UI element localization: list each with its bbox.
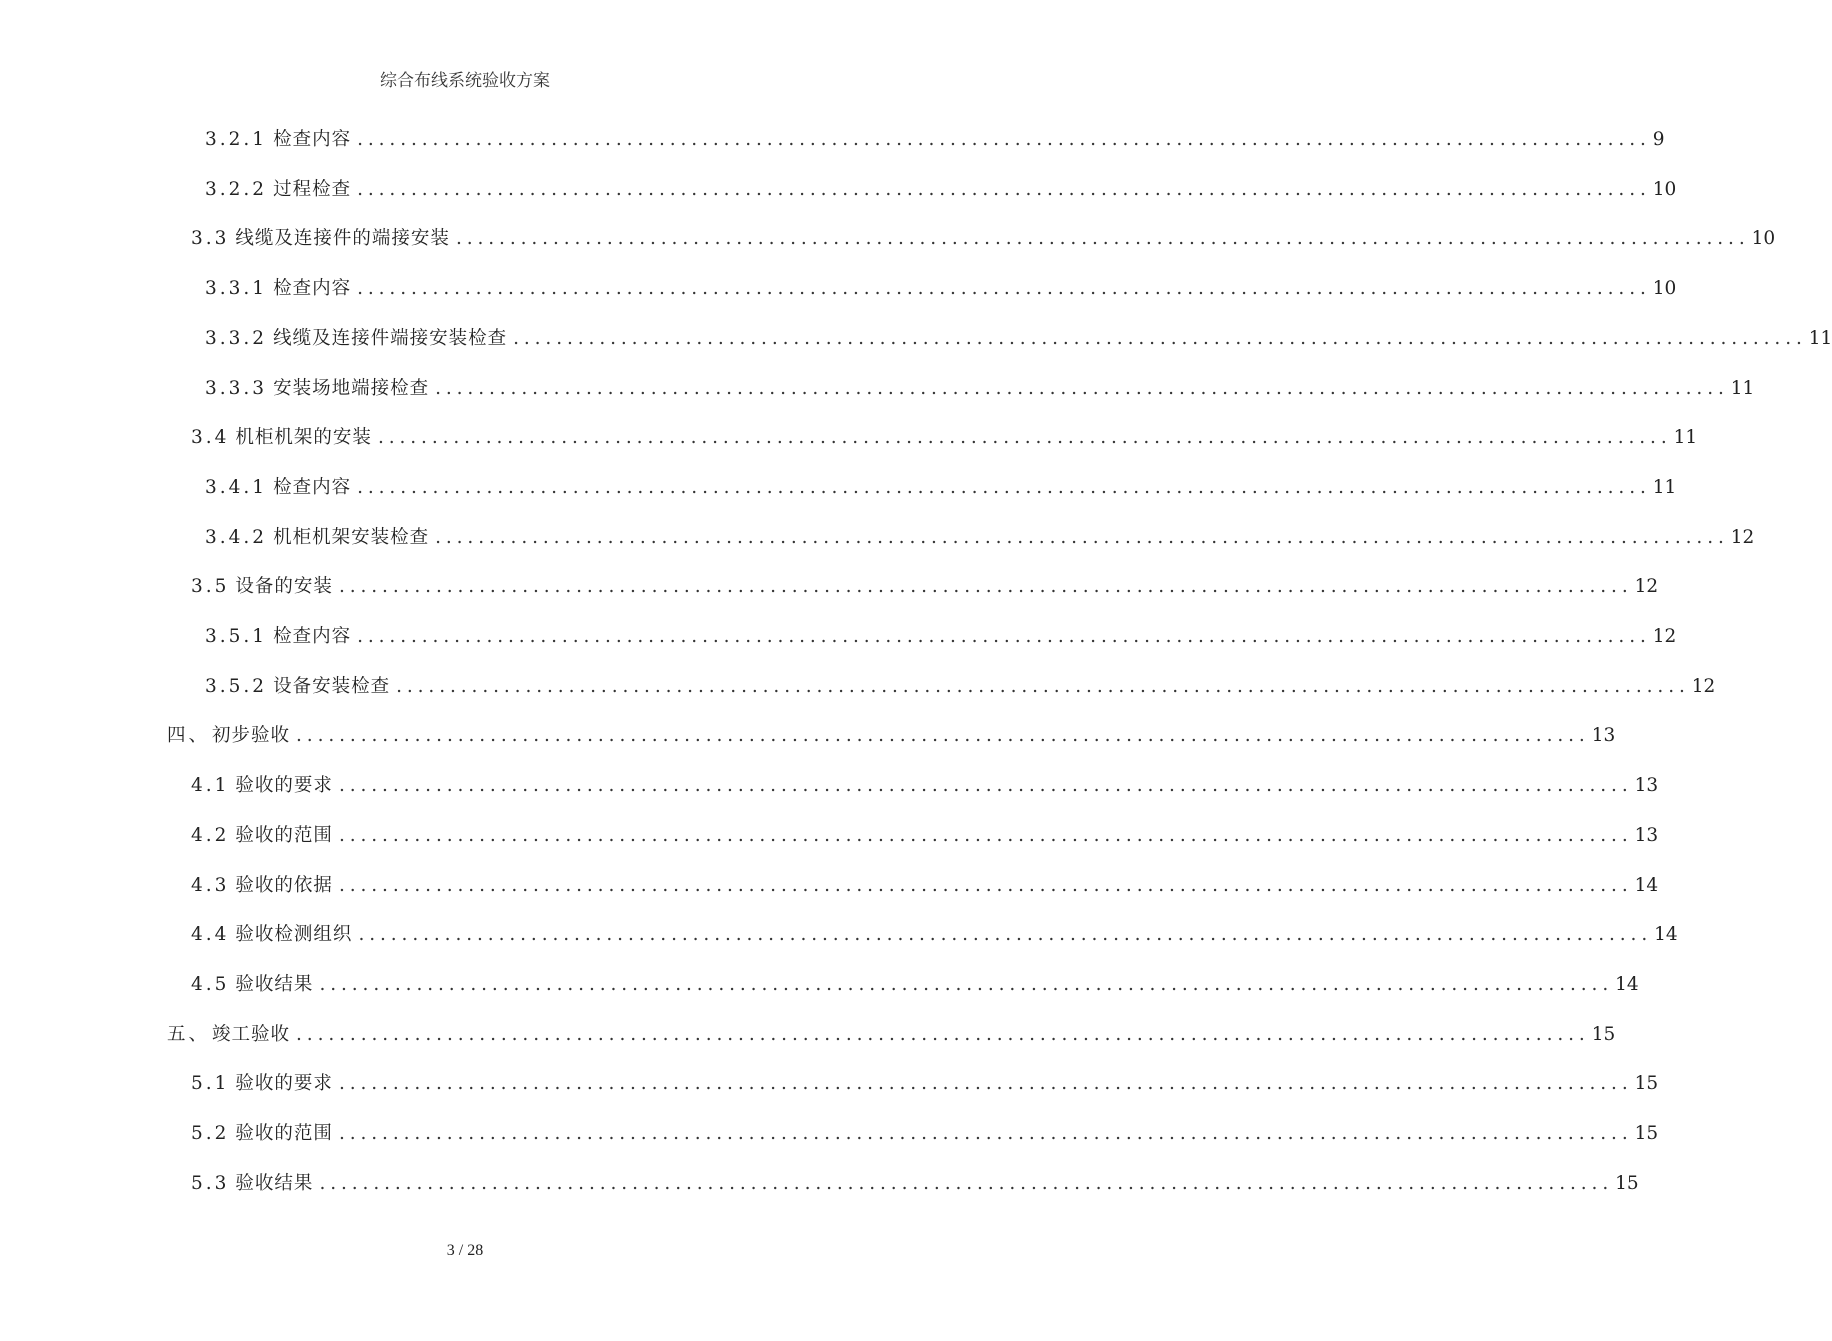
toc-entry-number: 五、 bbox=[167, 1024, 211, 1045]
toc-entry-label bbox=[205, 674, 390, 700]
toc-entry-number: 3.4.1 bbox=[205, 477, 268, 498]
toc-leader-dots: ........................................................................................................................ bbox=[319, 974, 1614, 995]
toc-entry-page-number: 12 bbox=[1691, 676, 1716, 697]
toc-entry[interactable] bbox=[191, 972, 1639, 998]
toc-entry-title: 检查内容 bbox=[273, 278, 352, 299]
toc-entry-label bbox=[205, 276, 351, 302]
toc-entry-page-number: 13 bbox=[1591, 725, 1616, 746]
toc-entry-title: 设备安装检查 bbox=[273, 676, 391, 697]
toc-entry-page-number: 9 bbox=[1652, 129, 1665, 150]
toc-entry-number: 3.4 bbox=[191, 427, 230, 448]
toc-entry-page-number: 11 bbox=[1730, 378, 1755, 399]
toc-entry-label bbox=[191, 873, 333, 899]
toc-leader-dots: ........................................................................................................................ bbox=[338, 1123, 1633, 1144]
toc-entry-page-number: 12 bbox=[1730, 527, 1755, 548]
toc-entry[interactable] bbox=[205, 127, 1665, 153]
toc-entry-number: 4.5 bbox=[191, 974, 230, 995]
toc-entry-label bbox=[205, 475, 351, 501]
toc-leader-dots: ........................................................................................................................ bbox=[357, 179, 1651, 200]
toc-entry-label bbox=[191, 1121, 333, 1147]
toc-entry-page-number: 14 bbox=[1615, 974, 1639, 995]
toc-entry-number: 四、 bbox=[167, 725, 211, 746]
toc-entry[interactable] bbox=[167, 723, 1616, 749]
toc-entry-label bbox=[191, 922, 352, 948]
toc-entry-page-number: 12 bbox=[1652, 626, 1677, 647]
toc-entry-page-number: 12 bbox=[1634, 576, 1659, 597]
toc-entry-page-number: 13 bbox=[1634, 825, 1659, 846]
toc-entry-number: 3.3 bbox=[191, 228, 230, 249]
page-number: 3 / 28 bbox=[446, 1242, 484, 1259]
toc-entry-page-number: 15 bbox=[1591, 1024, 1616, 1045]
toc-entry[interactable] bbox=[191, 1071, 1659, 1097]
toc-entry-number: 3.4.2 bbox=[205, 527, 268, 548]
toc-entry[interactable] bbox=[205, 525, 1755, 551]
toc-leader-dots: ........................................................................................................................ bbox=[435, 527, 1729, 548]
toc-leader-dots: ........................................................................................................................ bbox=[338, 775, 1633, 796]
toc-leader-dots: ........................................................................................................................ bbox=[357, 477, 1651, 498]
toc-entry-page-number: 13 bbox=[1634, 775, 1659, 796]
toc-entry-page-number: 11 bbox=[1808, 328, 1832, 349]
toc-entry-page-number: 15 bbox=[1615, 1173, 1639, 1194]
toc-entry-label bbox=[191, 823, 333, 849]
toc-entry[interactable] bbox=[205, 674, 1716, 700]
toc-entry[interactable] bbox=[205, 177, 1677, 203]
toc-entry-label bbox=[205, 326, 507, 352]
toc-leader-dots: ........................................................................................................................ bbox=[338, 1073, 1633, 1094]
toc-leader-dots: ........................................................................................................................ bbox=[357, 278, 1651, 299]
toc-entry-title: 初步验收 bbox=[212, 725, 291, 746]
toc-entry-label bbox=[205, 127, 351, 153]
toc-entry[interactable] bbox=[191, 1121, 1659, 1147]
toc-entry-title: 验收检测组织 bbox=[235, 924, 353, 945]
toc-entry-title: 验收结果 bbox=[235, 1173, 314, 1194]
toc-entry[interactable] bbox=[191, 873, 1659, 899]
toc-entry-title: 验收的范围 bbox=[235, 825, 333, 846]
toc-leader-dots: ........................................................................................................................ bbox=[338, 875, 1633, 896]
toc-entry-title: 机柜机架安装检查 bbox=[273, 527, 430, 548]
toc-entry-page-number: 14 bbox=[1634, 875, 1659, 896]
toc-entry-label bbox=[205, 525, 429, 551]
toc-entry-number: 3.3.2 bbox=[205, 328, 268, 349]
toc-leader-dots: ........................................................................................................................ bbox=[338, 825, 1633, 846]
toc-entry-page-number: 15 bbox=[1634, 1073, 1659, 1094]
toc-entry-number: 5.2 bbox=[191, 1123, 230, 1144]
toc-entry-number: 4.2 bbox=[191, 825, 230, 846]
toc-entry-number: 5.1 bbox=[191, 1073, 230, 1094]
toc-entry-label bbox=[191, 574, 333, 600]
toc-entry-title: 线缆及连接件端接安装检查 bbox=[273, 328, 508, 349]
toc-entry[interactable] bbox=[191, 922, 1678, 948]
toc-leader-dots: ........................................................................................................................ bbox=[377, 427, 1672, 448]
toc-entry-label bbox=[191, 226, 450, 252]
toc-entry[interactable] bbox=[191, 425, 1698, 451]
toc-entry-number: 5.3 bbox=[191, 1173, 230, 1194]
page-header-title: 综合布线系统验收方案 bbox=[380, 71, 550, 91]
toc-entry-title: 检查内容 bbox=[273, 477, 352, 498]
toc-entry-title: 安装场地端接检查 bbox=[273, 378, 430, 399]
toc-entry[interactable] bbox=[191, 773, 1659, 799]
toc-leader-dots: ........................................................................................................................ bbox=[338, 576, 1633, 597]
toc-entry[interactable] bbox=[191, 1171, 1639, 1197]
toc-leader-dots: ........................................................................................................................ bbox=[357, 626, 1651, 647]
toc-entry[interactable] bbox=[205, 475, 1677, 501]
toc-entry-page-number: 11 bbox=[1673, 427, 1698, 448]
toc-entry-label bbox=[205, 624, 351, 650]
toc-entry-label bbox=[191, 1071, 333, 1097]
toc-leader-dots: ........................................................................................................................ bbox=[296, 725, 1590, 746]
toc-entry-label bbox=[191, 1171, 313, 1197]
toc-entry-number: 3.3.3 bbox=[205, 378, 268, 399]
toc-entry-label bbox=[167, 723, 290, 749]
toc-leader-dots: ........................................................................................................................ bbox=[296, 1024, 1590, 1045]
toc-entry-page-number: 11 bbox=[1652, 477, 1677, 498]
toc-entry-title: 验收的要求 bbox=[235, 1073, 333, 1094]
toc-entry[interactable] bbox=[205, 326, 1832, 352]
toc-entry-page-number: 14 bbox=[1654, 924, 1678, 945]
toc-entry-label bbox=[205, 177, 351, 203]
toc-entry-number: 3.2.1 bbox=[205, 129, 268, 150]
toc-entry-page-number: 10 bbox=[1751, 228, 1776, 249]
toc-entry-label bbox=[191, 773, 333, 799]
toc-entry[interactable] bbox=[167, 1022, 1616, 1048]
toc-entry-page-number: 10 bbox=[1652, 278, 1677, 299]
toc-entry[interactable] bbox=[191, 226, 1776, 252]
toc-entry-number: 4.3 bbox=[191, 875, 230, 896]
toc-entry[interactable] bbox=[205, 624, 1677, 650]
toc-leader-dots: ........................................................................................................................ bbox=[358, 924, 1653, 945]
toc-entry-label bbox=[191, 425, 372, 451]
toc-entry-title: 验收的范围 bbox=[235, 1123, 333, 1144]
toc-entry-title: 机柜机架的安装 bbox=[235, 427, 372, 448]
toc-entry-number: 3.5.2 bbox=[205, 676, 268, 697]
toc-entry-label bbox=[191, 972, 313, 998]
toc-entry-number: 4.1 bbox=[191, 775, 230, 796]
toc-entry-page-number: 10 bbox=[1652, 179, 1677, 200]
toc-entry-title: 验收的要求 bbox=[235, 775, 333, 796]
toc-entry-title: 过程检查 bbox=[273, 179, 352, 200]
toc-entry-label bbox=[205, 376, 429, 402]
toc-leader-dots: ........................................................................................................................ bbox=[319, 1173, 1614, 1194]
toc-entry-title: 检查内容 bbox=[273, 626, 352, 647]
toc-leader-dots: ........................................................................................................................ bbox=[513, 328, 1807, 349]
toc-entry[interactable] bbox=[205, 276, 1677, 302]
toc-entry-title: 设备的安装 bbox=[235, 576, 333, 597]
toc-leader-dots: ........................................................................................................................ bbox=[357, 129, 1651, 150]
toc-leader-dots: ........................................................................................................................ bbox=[435, 378, 1729, 399]
toc-entry-number: 3.5 bbox=[191, 576, 230, 597]
toc-entry[interactable] bbox=[191, 574, 1659, 600]
toc-entry[interactable] bbox=[205, 376, 1755, 402]
toc-entry-number: 3.3.1 bbox=[205, 278, 268, 299]
toc-leader-dots: ........................................................................................................................ bbox=[455, 228, 1750, 249]
toc-entry-number: 4.4 bbox=[191, 924, 230, 945]
toc-entry-page-number: 15 bbox=[1634, 1123, 1659, 1144]
toc-entry-label bbox=[167, 1022, 290, 1048]
toc-entry-number: 3.5.1 bbox=[205, 626, 268, 647]
toc-entry-title: 验收的依据 bbox=[235, 875, 333, 896]
toc-entry[interactable] bbox=[191, 823, 1659, 849]
toc-entry-title: 检查内容 bbox=[273, 129, 352, 150]
toc-leader-dots: ........................................................................................................................ bbox=[396, 676, 1690, 697]
toc-entry-number: 3.2.2 bbox=[205, 179, 268, 200]
toc-entry-title: 线缆及连接件的端接安装 bbox=[235, 228, 450, 249]
toc-entry-title: 验收结果 bbox=[235, 974, 314, 995]
toc-entry-title: 竣工验收 bbox=[212, 1024, 291, 1045]
